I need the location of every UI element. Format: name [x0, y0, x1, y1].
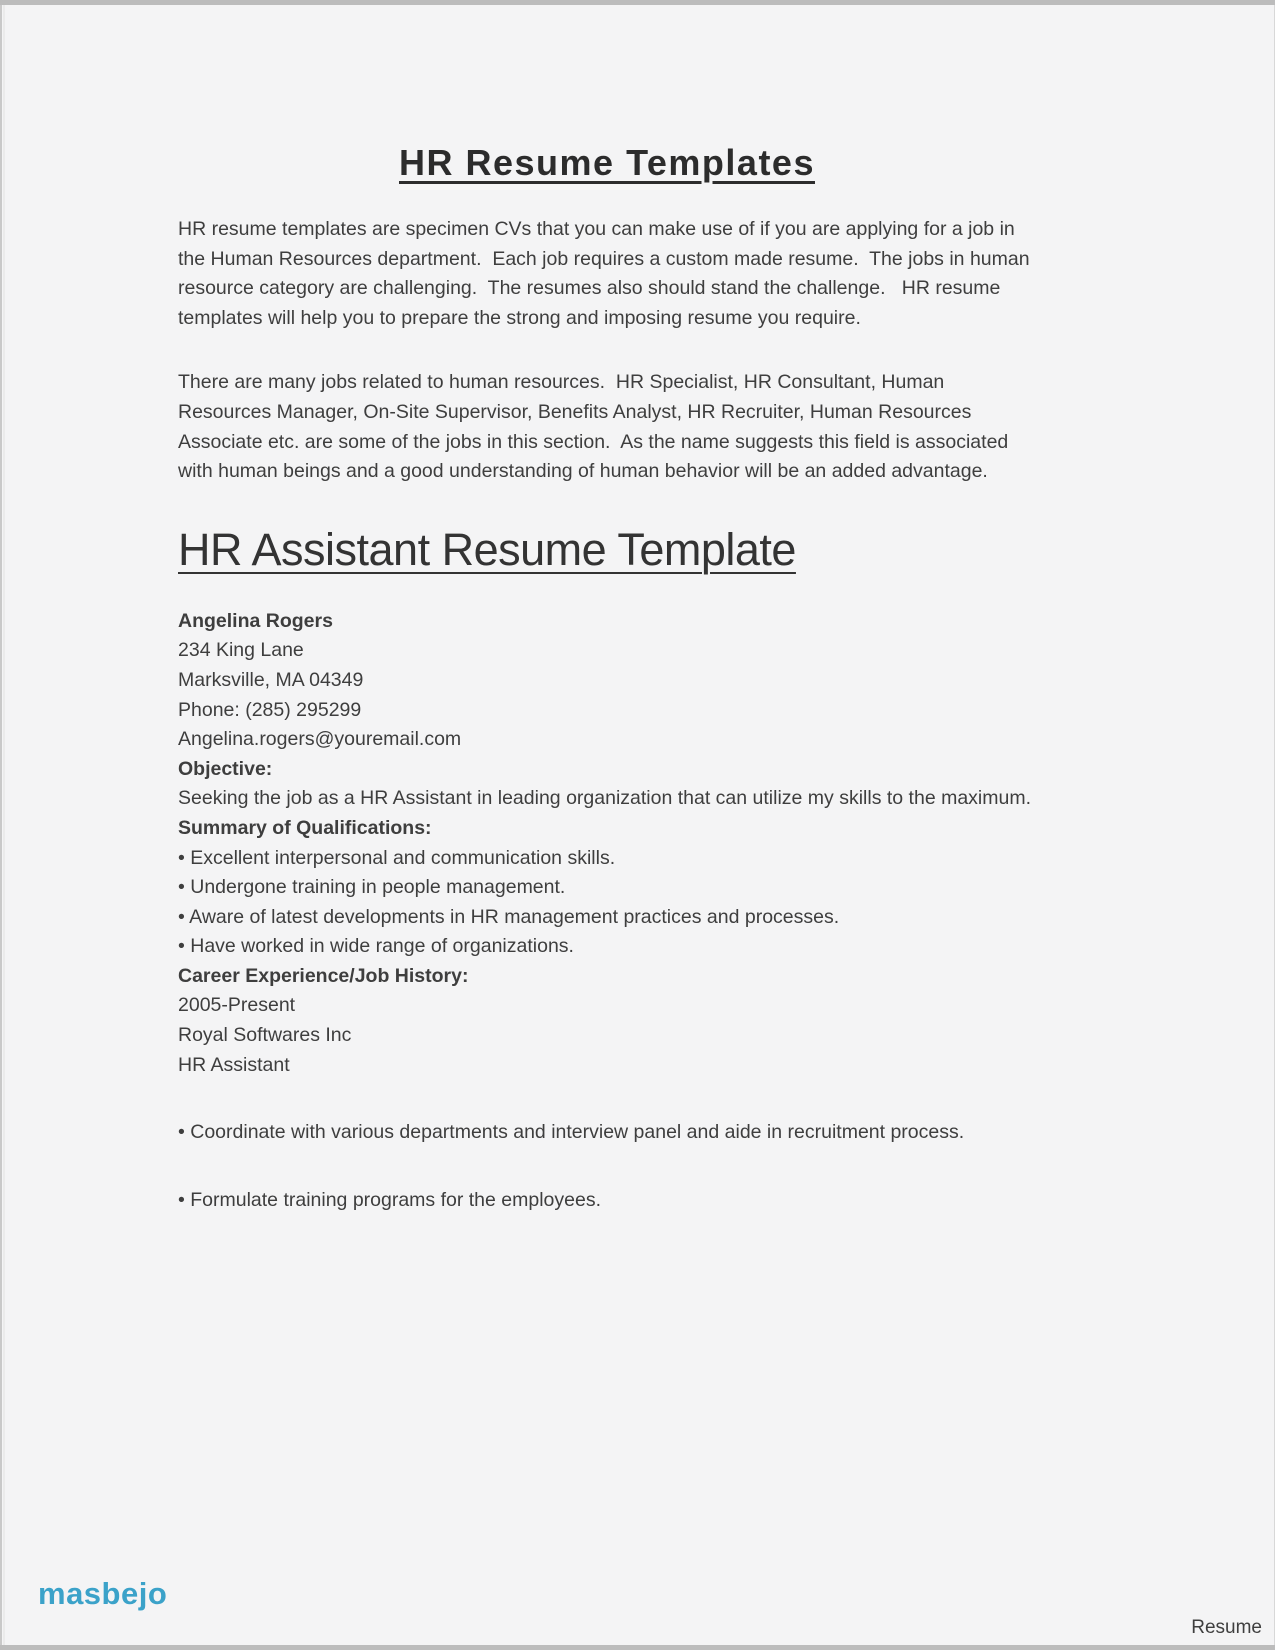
resume-address-line-2: Marksville, MA 04349 — [178, 668, 364, 691]
career-label: Career Experience/Job History: — [178, 964, 469, 987]
document-body — [178, 0, 1036, 1215]
screenshot-bottom-border — [0, 1645, 1275, 1650]
career-title: HR Assistant — [178, 1053, 290, 1076]
resume-name: Angelina Rogers — [178, 609, 333, 632]
resume-phone: Phone: (285) 295299 — [178, 698, 362, 721]
page-title — [178, 141, 1036, 185]
objective-label: Objective: — [178, 757, 273, 780]
screenshot-left-border — [0, 5, 2, 1645]
career-duty-bullet: • Formulate training programs for the employees. — [178, 1188, 602, 1211]
qualification-bullet: • Aware of latest developments in HR management practices and processes. — [178, 905, 840, 928]
section-title-text: HR Assistant Resume Template — [178, 523, 796, 575]
screenshot-left-inner-border — [3, 5, 5, 1645]
qualification-bullet: • Excellent interpersonal and communication skills. — [178, 846, 616, 869]
qualifications-label: Summary of Qualifications: — [178, 816, 432, 839]
resume-email: Angelina.rogers@youremail.com — [178, 728, 462, 751]
career-duty-bullet: • Coordinate with various departments and interview panel and aide in recruitment process. — [178, 1121, 965, 1144]
objective-text: Seeking the job as a HR Assistant in leading organization that can utilize my skills to the maximum. — [178, 787, 1032, 810]
page-caption: Resume — [1191, 1617, 1262, 1638]
intro-paragraph-1: HR resume templates are specimen CVs that you can make use of if you are applying for a job in the Human Resources department. Each job requires a custom made resume. The jobs in human resource category are challenging. The resumes also should stand the challenge. HR resume templates will help you to prepare the strong and imposing resume you require. — [178, 218, 1035, 329]
section-title — [178, 523, 1036, 577]
qualification-bullet: • Undergone training in people management. — [178, 876, 566, 899]
career-company: Royal Softwares Inc — [178, 1024, 352, 1047]
resume-block — [178, 607, 1036, 1216]
qualification-bullet: • Have worked in wide range of organizations. — [178, 935, 574, 958]
intro-paragraph-2: There are many jobs related to human resources. HR Specialist, HR Consultant, Human Resources Manager, On-Site Supervisor, Benefits Analyst, HR Recruiter, Human Resources Associate etc. are some of the jobs in this section. As the name suggests this field is associated with human beings and a good understanding of human behavior will be an added advantage. — [178, 371, 1014, 483]
brand-logo: masbejo — [38, 1576, 168, 1611]
career-period: 2005-Present — [178, 994, 296, 1017]
resume-address-line-1: 234 King Lane — [178, 639, 304, 662]
page-title-text: HR Resume Templates — [399, 142, 815, 183]
